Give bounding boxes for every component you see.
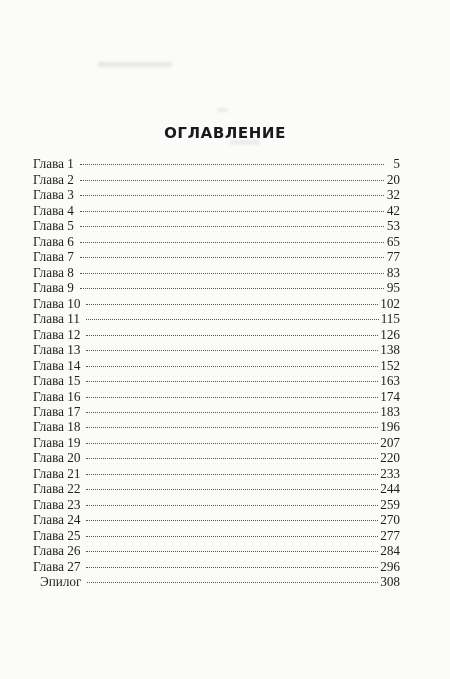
toc-entry — [33, 571, 400, 590]
toc-entry-page-number: 196 — [380, 419, 400, 435]
dot-leader — [86, 308, 379, 323]
toc-entry-label: Глава 27 — [33, 558, 81, 574]
toc-entry — [33, 509, 400, 528]
show-through-text — [218, 108, 228, 112]
toc-entry-page-number: 32 — [386, 187, 400, 203]
dot-leader — [86, 509, 378, 524]
toc-entry — [33, 246, 400, 265]
toc-entry-page-number: 5 — [393, 156, 400, 172]
toc-entry — [33, 401, 400, 419]
dot-leader — [80, 215, 384, 230]
toc-entry-page-number: 163 — [380, 373, 400, 389]
toc-entry-label: Глава 9 — [33, 280, 74, 296]
dot-leader — [86, 401, 378, 416]
dot-leader — [80, 153, 384, 168]
toc-entry-label: Глава 19 — [33, 434, 81, 450]
toc-entry-label: Глава 2 — [33, 171, 74, 187]
toc-entry-label: Глава 26 — [33, 543, 81, 559]
toc-entry-page-number: 259 — [380, 496, 400, 512]
toc-entry — [33, 354, 400, 373]
toc-entry-label: Глава 23 — [33, 496, 81, 512]
toc-entry — [33, 184, 400, 203]
toc-entry-label: Глава 15 — [33, 373, 81, 389]
dot-leader — [87, 571, 378, 586]
toc-entry-page-number: 65 — [386, 233, 400, 249]
toc-entry-page-number: 126 — [380, 326, 400, 342]
toc-entry-label: Глава 16 — [33, 388, 81, 404]
toc-entry-page-number: 77 — [386, 249, 400, 265]
toc-entry-label: Глава 20 — [33, 450, 81, 466]
toc-entry — [33, 153, 400, 172]
toc-entry — [33, 308, 400, 327]
toc-entry — [33, 168, 400, 187]
toc-entry-page-number: 42 — [386, 202, 400, 218]
dot-leader — [80, 230, 384, 245]
toc-entry — [33, 431, 400, 450]
toc-entry-label: Глава 22 — [33, 481, 81, 497]
toc-entry — [33, 323, 400, 342]
toc-entry-page-number: 174 — [380, 388, 400, 404]
dot-leader — [86, 493, 378, 508]
dot-leader — [80, 199, 384, 214]
dot-leader — [86, 478, 378, 493]
toc-entry-page-number: 20 — [386, 171, 400, 187]
toc-entry-label: Глава 10 — [33, 295, 81, 311]
toc-entry-label: Глава 12 — [33, 326, 81, 342]
toc-entry — [33, 230, 400, 249]
toc-entry — [33, 277, 400, 296]
toc-entry-label: Глава 21 — [33, 465, 81, 481]
toc-entry-page-number: 102 — [380, 295, 400, 311]
toc-entry-label: Глава 3 — [33, 187, 74, 203]
toc-entry-page-number: 308 — [380, 574, 400, 590]
toc-entry-page-number: 152 — [380, 357, 400, 373]
toc-entry — [33, 339, 400, 358]
toc-entry-label: Глава 6 — [33, 233, 74, 249]
toc-entry-label: Глава 25 — [33, 527, 81, 543]
toc-entry-label: Глава 24 — [33, 512, 81, 528]
toc-entry — [33, 292, 400, 311]
toc-entry-page-number: 233 — [380, 465, 400, 481]
toc-entry — [33, 524, 400, 543]
dot-leader — [80, 168, 384, 183]
dot-leader — [86, 447, 378, 462]
toc-entry-label: Глава 11 — [33, 311, 80, 327]
toc-entry-page-number: 207 — [380, 434, 400, 450]
toc-entry-page-number: 244 — [380, 481, 400, 497]
toc-entry-page-number: 220 — [380, 450, 400, 466]
toc-entry — [33, 493, 400, 512]
toc-entry-label: Глава 14 — [33, 357, 81, 373]
toc-entry-page-number: 270 — [380, 512, 400, 528]
toc-entry-page-number: 284 — [380, 543, 400, 559]
dot-leader — [80, 277, 384, 292]
toc-entry-label: Глава 1 — [33, 156, 74, 172]
toc-entry-label: Глава 4 — [33, 202, 74, 218]
dot-leader — [86, 370, 378, 385]
dot-leader — [86, 416, 378, 431]
toc-entry-page-number: 183 — [380, 403, 400, 419]
toc-entry — [33, 199, 400, 218]
dot-leader — [80, 246, 384, 261]
toc-entry-page-number: 95 — [386, 280, 400, 296]
toc-entry — [33, 478, 400, 497]
toc-entry — [33, 462, 400, 481]
toc-entry-page-number: 83 — [386, 264, 400, 280]
toc-entry-label: Глава 5 — [33, 218, 74, 234]
dot-leader — [86, 354, 378, 369]
dot-leader — [86, 292, 378, 307]
toc-entry — [33, 540, 400, 559]
toc-entry-label: Глава 17 — [33, 403, 81, 419]
dot-leader — [86, 339, 378, 354]
toc-entry — [33, 215, 400, 234]
toc-entry — [33, 416, 400, 435]
toc-entry — [33, 261, 400, 280]
toc-entry-label: Эпилог — [40, 574, 82, 590]
toc-entry — [33, 555, 400, 574]
dot-leader — [80, 184, 384, 199]
dot-leader — [86, 462, 378, 477]
dot-leader — [80, 261, 384, 276]
toc-entry — [33, 385, 400, 404]
toc-entry — [33, 370, 400, 389]
dot-leader — [86, 555, 378, 570]
toc-entry-page-number: 296 — [380, 558, 400, 574]
toc-entry-label: Глава 18 — [33, 419, 81, 435]
toc-title: ОГЛАВЛЕНИЕ — [164, 124, 286, 142]
toc-entry-label: Глава 8 — [33, 264, 74, 280]
toc-entry-page-number: 115 — [380, 311, 400, 327]
dot-leader — [86, 431, 378, 446]
toc-entry-page-number: 53 — [386, 218, 400, 234]
toc-entry — [33, 447, 400, 466]
toc-entry-label: Глава 13 — [33, 342, 81, 358]
show-through-text — [98, 62, 172, 67]
dot-leader — [86, 323, 378, 338]
dot-leader — [86, 385, 378, 400]
dot-leader — [86, 540, 378, 555]
toc-entry-page-number: 138 — [380, 342, 400, 358]
dot-leader — [86, 524, 378, 539]
toc-entry-label: Глава 7 — [33, 249, 74, 265]
toc-list — [33, 153, 400, 590]
toc-entry-page-number: 277 — [380, 527, 400, 543]
